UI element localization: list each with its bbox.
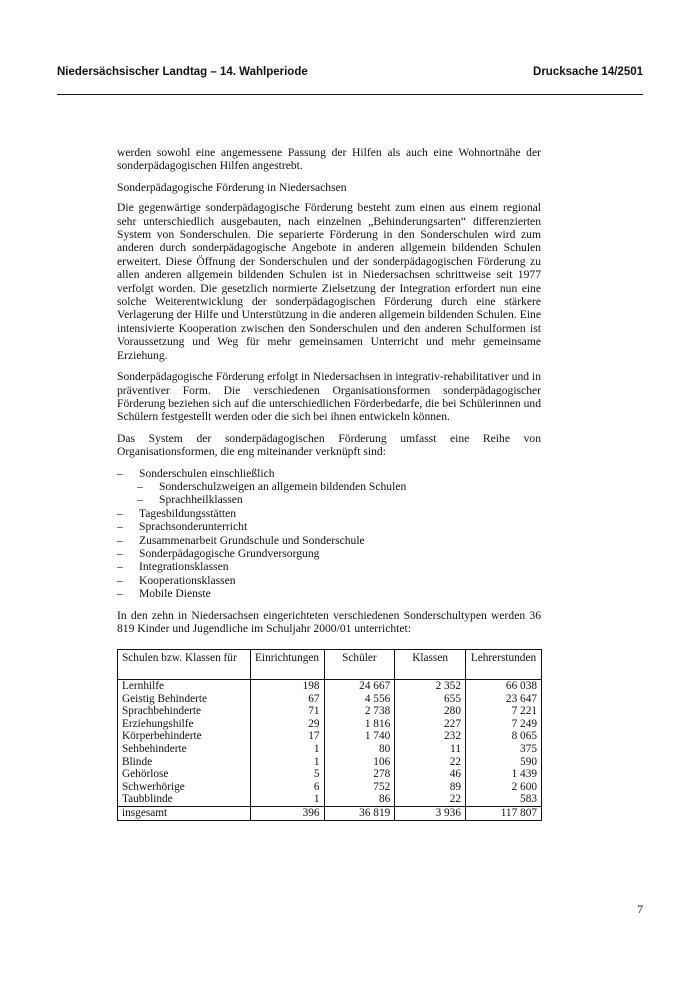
section-heading: Sonderpädagogische Förderung in Niedersachsen: [117, 180, 347, 194]
table-row: [118, 718, 542, 731]
table-cell: 2 600: [465, 781, 541, 794]
list-item: – Sonderschulen einschließlich: [117, 467, 541, 480]
list-item: – Sonderpädagogische Grundversorgung: [117, 547, 541, 560]
column-header: Einrichtungen: [250, 650, 324, 680]
table-cell: 2 738: [324, 705, 395, 718]
table-cell: Blinde: [118, 756, 251, 769]
table-cell: 80: [324, 743, 395, 756]
table-row: [118, 730, 542, 743]
table-cell: 1 439: [465, 768, 541, 781]
paragraph: Die gegenwärtige sonderpädagogische Förderung besteht zum einen aus einem regional sehr unterschiedlich ausgebauten, nach einzelnen „Behinderungsarten“ differenzierten System von Sonderschulen. Die separierte Förderung in den Sonderschulen wird zum anderen durch sonderpädagogische Angebote in anderen allgemein bildenden Schulen erweitert. Diese Öffnung der Sonderschulen und der sonderpädagogischen Förderung zu allen anderen allgemein bildenden Schulen ist in Niedersachsen schrittweise seit 1977 verfolgt worden. Die gesetzlich normierte Zielsetzung der Integration erfordert nun eine solche Weiterentwicklung der sonderpädagogischen Förderung durch eine stärkere Verlagerung der Hilfe und Unterstützung in die anderen allgemein bildenden Schulen. Eine intensivierte Kooperation zwischen den Sonderschulen und den anderen Schulformen ist Voraussetzung und Weg für mehr gemeinsamen Unterricht und mehr gemeinsame Erziehung.: [117, 201, 541, 362]
table-cell: Sehbehinderte: [118, 743, 251, 756]
table-cell: 24 667: [324, 680, 395, 693]
table-cell: Taubblinde: [118, 793, 251, 806]
list-item: – Kooperationsklassen: [117, 574, 541, 587]
table-header-row: [118, 650, 542, 680]
table-cell: 66 038: [465, 680, 541, 693]
table-cell: 6: [250, 781, 324, 794]
table-cell: 590: [465, 756, 541, 769]
table-row: [118, 756, 542, 769]
table-cell: 67: [250, 693, 324, 706]
table-cell: 22: [395, 793, 466, 806]
table-cell: 22: [395, 756, 466, 769]
table-cell: 3 936: [395, 806, 466, 820]
table-cell: Lernhilfe: [118, 680, 251, 693]
table-cell: 89: [395, 781, 466, 794]
table-row: [118, 693, 542, 706]
table-cell: 23 647: [465, 693, 541, 706]
table-cell: 227: [395, 718, 466, 731]
table-cell: 1: [250, 793, 324, 806]
table-row: [118, 793, 542, 806]
table-row: [118, 743, 542, 756]
column-header: Schüler: [324, 650, 395, 680]
table-cell: 71: [250, 705, 324, 718]
table-cell: 655: [395, 693, 466, 706]
table-cell: 752: [324, 781, 395, 794]
document-body: [117, 146, 541, 643]
table-cell: 8 065: [465, 730, 541, 743]
table-cell: 278: [324, 768, 395, 781]
table-cell: 2 352: [395, 680, 466, 693]
table-cell: Geistig Behinderte: [118, 693, 251, 706]
table-cell: 17: [250, 730, 324, 743]
table-cell: 7 221: [465, 705, 541, 718]
page-header: [57, 64, 643, 95]
table-cell: 7 249: [465, 718, 541, 731]
table-cell: insgesamt: [118, 806, 251, 820]
table-cell: 583: [465, 793, 541, 806]
table-cell: 46: [395, 768, 466, 781]
document-number: Drucksache 14/2501: [533, 66, 643, 78]
table-row: [118, 680, 542, 693]
list-item: – Sprachheilklassen: [117, 493, 541, 506]
table-cell: 4 556: [324, 693, 395, 706]
list-item: – Zusammenarbeit Grundschule und Sonderschule: [117, 534, 541, 547]
table-cell: 1: [250, 743, 324, 756]
table-cell: Schwerhörige: [118, 781, 251, 794]
table-cell: 29: [250, 718, 324, 731]
table-cell: 1: [250, 756, 324, 769]
table-cell: Erziehungshilfe: [118, 718, 251, 731]
column-header: Lehrerstunden: [465, 650, 541, 680]
table-cell: 232: [395, 730, 466, 743]
paragraph: Sonderpädagogische Förderung erfolgt in Niedersachsen in integrativ-rehabilitativer und in präventiver Form. Die verschiedenen Organisationsformen sonderpädagogischer Förderung beziehen sich auf die unterschiedlichen Förderbedarfe, die bei Schülerinnen und Schülern festgestellt werden oder die sich bei ihnen entwickeln können.: [117, 370, 541, 424]
table-cell: 375: [465, 743, 541, 756]
table-cell: 198: [250, 680, 324, 693]
table-cell: 106: [324, 756, 395, 769]
table-cell: 11: [395, 743, 466, 756]
table-cell: 117 807: [465, 806, 541, 820]
column-header: Schulen bzw. Klassen für: [118, 650, 251, 680]
table-cell: 1 740: [324, 730, 395, 743]
table-cell: Sprachbehinderte: [118, 705, 251, 718]
table-cell: Körperbehinderte: [118, 730, 251, 743]
organisation-forms-list: [117, 467, 541, 601]
table-cell: 396: [250, 806, 324, 820]
table-total-row: [118, 806, 542, 820]
paragraph: Das System der sonderpädagogischen Förderung umfasst eine Reihe von Organisationsformen, die eng miteinander verknüpft sind:: [117, 431, 541, 459]
table-row: [118, 781, 542, 794]
table-cell: 280: [395, 705, 466, 718]
list-item: – Mobile Dienste: [117, 587, 541, 600]
list-item: – Sprachsonderunterricht: [117, 520, 541, 533]
header-title: Niedersächsischer Landtag – 14. Wahlperiode: [57, 66, 308, 78]
list-item: – Integrationsklassen: [117, 560, 541, 573]
paragraph: In den zehn in Niedersachsen eingerichteten verschiedenen Sonderschultypen werden 36 819 Kinder und Jugendliche im Schuljahr 2000/01 unterrichtet:: [117, 608, 541, 635]
table-cell: 86: [324, 793, 395, 806]
table-cell: 1 816: [324, 718, 395, 731]
table-row: [118, 705, 542, 718]
page-number: 7: [637, 903, 643, 916]
table-row: [118, 768, 542, 781]
school-statistics-table: [117, 649, 542, 821]
list-item: – Sonderschulzweigen an allgemein bildenden Schulen: [117, 480, 541, 493]
table-cell: 5: [250, 768, 324, 781]
list-item: – Tagesbildungsstätten: [117, 507, 541, 520]
column-header: Klassen: [395, 650, 466, 680]
table-cell: Gehörlose: [118, 768, 251, 781]
table-cell: 36 819: [324, 806, 395, 820]
paragraph: werden sowohl eine angemessene Passung der Hilfen als auch eine Wohnortnähe der sonderpädagogischen Hilfen angestrebt.: [117, 146, 541, 173]
